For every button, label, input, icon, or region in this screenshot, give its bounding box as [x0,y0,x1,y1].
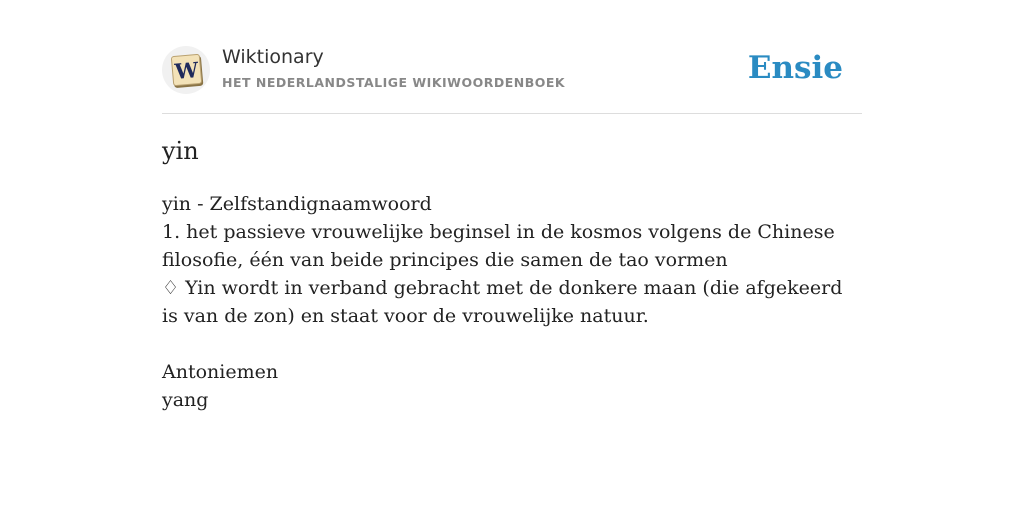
site-name[interactable]: Wiktionary [222,46,324,68]
wiktionary-logo-icon[interactable] [162,46,210,94]
entry-heading: yin - Zelfstandignaamwoord [162,193,432,215]
antonyms-label: Antoniemen [162,361,279,383]
ensie-brand-link[interactable]: Ensie [747,50,843,86]
entry-content [162,190,862,414]
spacer [162,330,862,358]
page-title: yin [162,137,199,165]
logo-tile: W [171,54,203,86]
page-container [162,0,862,411]
entry-example: ♢ Yin wordt in verband gebracht met de donkere maan (die afgekeerd is van de zon) en staat voor de vrouwelijke natuur. [162,277,843,327]
entry-definition: 1. het passieve vrouwelijke beginsel in de kosmos volgens de Chinese filosofie, één van beide principes die samen de tao vormen [162,221,835,271]
site-header [162,0,862,114]
antonym-item: yang [162,389,209,411]
site-subtitle: HET NEDERLANDSTALIGE WIKIWOORDENBOEK [222,75,566,90]
